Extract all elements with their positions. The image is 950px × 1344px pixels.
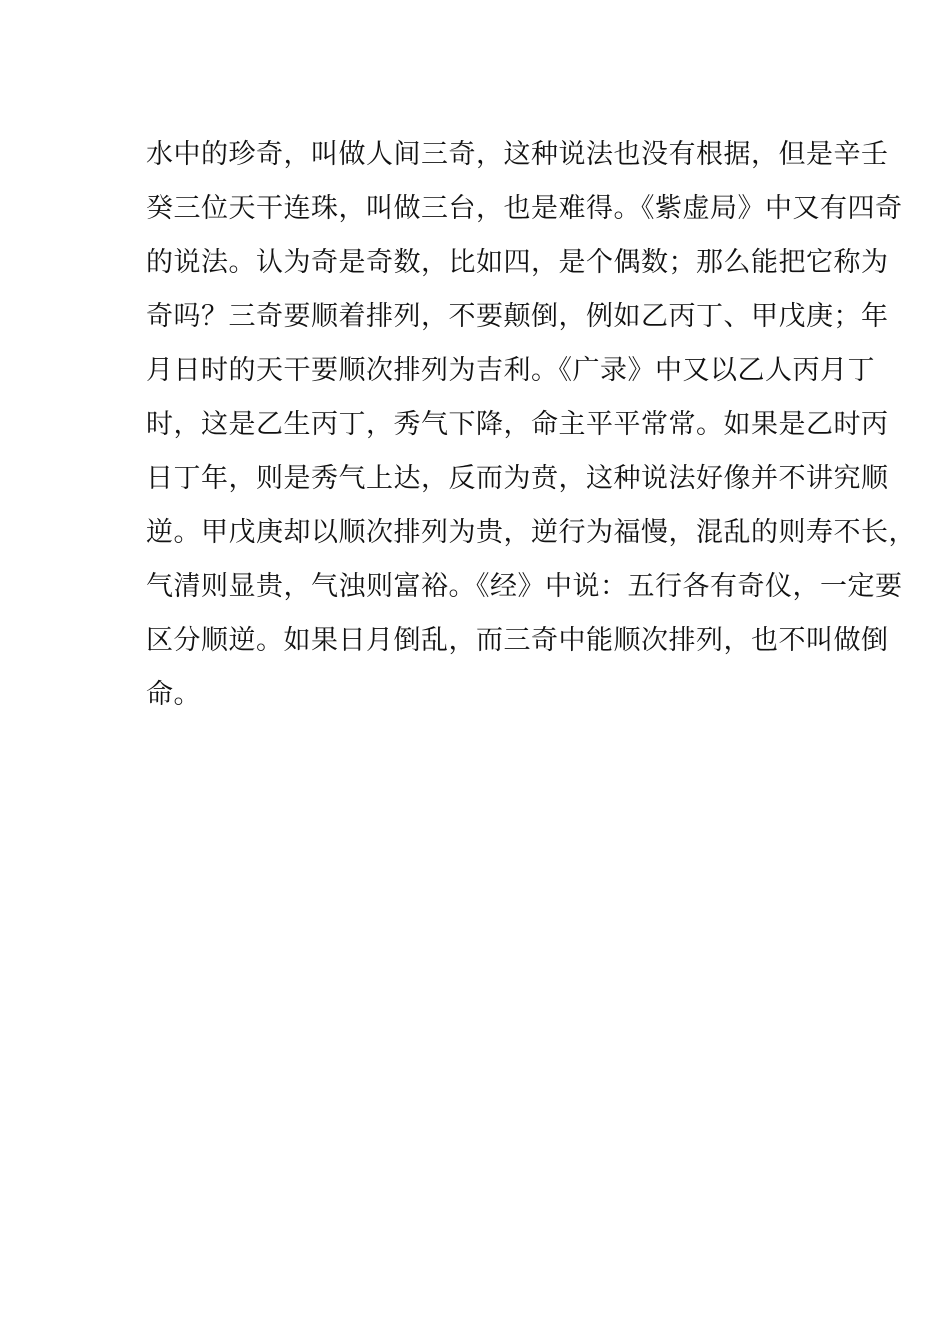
text-line-1: 水中的珍奇，叫做人间三奇，这种说法也没有根据，但是辛壬 (146, 139, 889, 170)
text-line-4: 奇吗？三奇要顺着排列，不要颠倒，例如乙丙丁、甲戊庚；年 (146, 301, 889, 332)
text-line-8: 逆。甲戊庚却以顺次排列为贵，逆行为福慢，混乱的则寿不长， (146, 517, 916, 548)
text-line-11: 命。 (146, 679, 201, 710)
text-line-6: 时，这是乙生丙丁，秀气下降，命主平平常常。如果是乙时丙 (146, 409, 889, 440)
body-paragraph (146, 128, 916, 722)
text-line-10: 区分顺逆。如果日月倒乱，而三奇中能顺次排列，也不叫做倒 (146, 625, 889, 656)
text-line-7: 日丁年，则是秀气上达，反而为贲，这种说法好像并不讲究顺 (146, 463, 889, 494)
text-line-5: 月日时的天干要顺次排列为吉利。《广录》中又以乙人丙月丁 (146, 355, 875, 386)
text-line-3: 的说法。认为奇是奇数，比如四，是个偶数；那么能把它称为 (146, 247, 889, 278)
text-line-2: 癸三位天干连珠，叫做三台，也是难得。《紫虚局》中又有四奇 (146, 193, 903, 224)
text-line-9: 气清则显贵，气浊则富裕。《经》中说：五行各有奇仪，一定要 (146, 571, 903, 602)
